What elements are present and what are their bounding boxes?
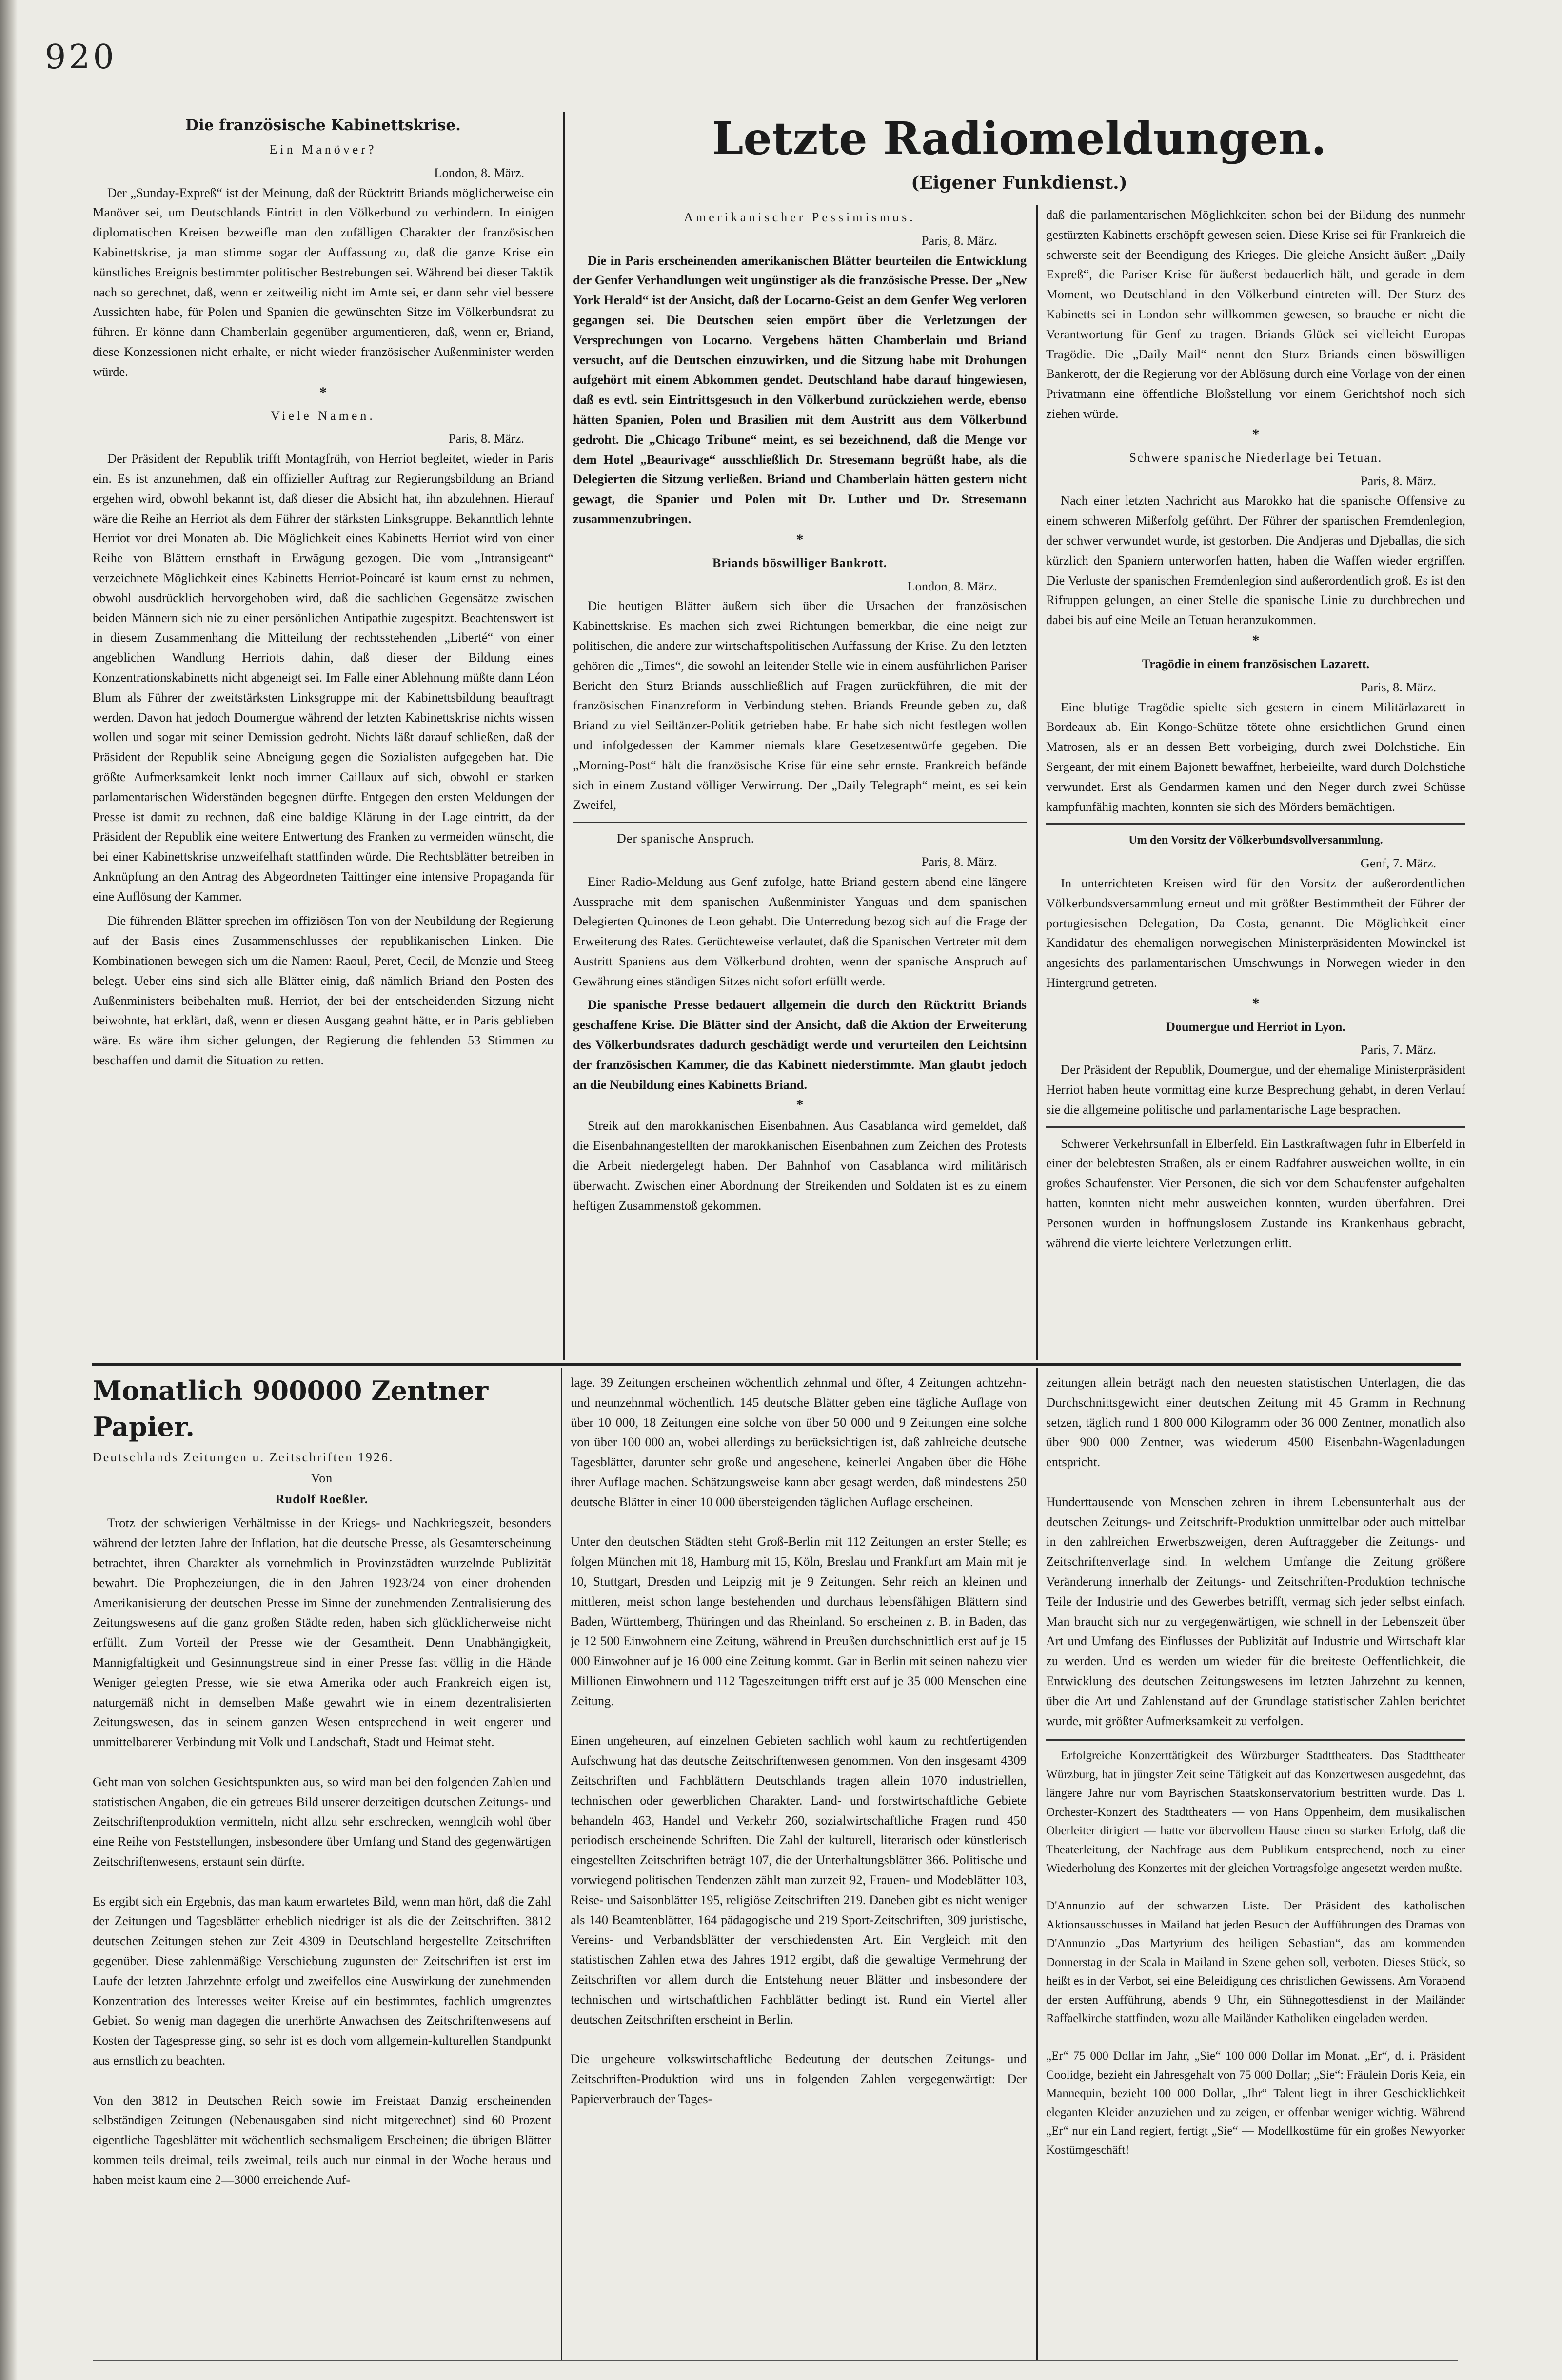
paragraph: Trotz der schwierigen Verhältnisse in der Kriegs- und Nachkriegszeit, besonders während der letzten Jahre der Inflation, hat die deutsche Presse, als Gesamterscheinung betrachtet, ihren Charakter als vornehmlich in Provinzstädten wurzelnde Publizität bewahrt. Die Prophezeiungen, die in den Jahren 1923/24 von einer drohenden Amerikanisierung der deutschen Presse im Sinne der zunehmenden Zentralisierung des Zeitungswesens auf die ganz großen Städte reden, haben sich glücklicherweise nicht erfüllt. Zum Vorteil der Presse wie der Gesamtheit. Denn Unabhängigkeit, Mannigfaltigkeit und Gesinnungstreue sind in einer Presse fast völlig in die Hände Weniger gelegten Presse, wie sie etwa Amerika oder auch Frankreich eigen ist, naturgemäß nicht in demselben Maße gewahrt wie in einem dezentralisierten Zeitungswesen, das in seinem ganzen Wesen entsprechend in weit engerer und unmittelbarerer Verbindung mit Volk und Landschaft, Stadt und Heimat steht. Geht man von solchen Gesichtspunkten aus, so wird man bei den folgenden Zahlen und statistischen Angaben, die ein getreues Bild unserer derzeitigen deutschen Zeitungs- und Zeitschriftenproduktion vermitteln, nicht allzu sehr erschrecken, wennglcih wohl über eine Reihe von Feststellungen, insbesondere über Umfang und Stand des gegenwärtigen Zeitschriftenwesens, erstaunt sein dürfte. Es ergibt sich ein Ergebnis, das man kaum erwartetes Bild, wenn man hört, daß die Zahl der Zeitungen und Tagesblätter erheblich niedriger ist als die der Zeitschriften. 3812 deutschen Zeitungen stehen zur Zeit 4309 in Deutschland hergestellte Zeitschriften gegenüber. Diese zahlenmäßige Verschiebung zugunsten der Zeitschriften ist erst im Laufe der letzten Jahrzehnte erfolgt und zweifellos eine Auswirkung der zunehmenden Konzentration des Interesses weiter Kreise auf ein bestimmtes, fachlich umgrenztes Gebiet. So wenig man dagegen die unerhörte Anwachsen des Zeitschriftenwesens auf Kosten der Tagespresse ging, so sehr ist es doch vom allgemein-kulturellen Standpunkt aus ernstlich zu beachten. Von den 3812 in Deutschen Reich sowie im Freistaat Danzig erscheinenden selbständigen Zeitungen (Nebenausgaben sind nicht mitgerechnet) sind 60 Prozent eigentliche Tagesblätter mit wöchentlich sechsmaligem Erscheinen; die übrigen Blätter kommen teils dreimal, teils zweimal, teils auch nur einmal in der Woche heraus und haben meist kaum eine 2—3000 erreichende Auf- bbox=[93, 1515, 551, 2187]
section-rule bbox=[92, 1363, 1461, 1366]
paragraph: Der Präsident der Republik, Doumergue, und der ehemalige Ministerpräsident Herriot haben heute vormittag eine kurze Besprechung gehabt, in deren Verlauf sie die allgemeine politische und parlamentarische Lage besprachen. bbox=[1046, 1062, 1465, 1117]
article-radio-col2 bbox=[573, 205, 1027, 1360]
paragraph: Die heutigen Blätter äußern sich über die Ursachen der französischen Kabinettskrise. Es machen sich zwei Richtungen bemerkbar, die eine neigt zur politischen, die andere zur wirtschaftspolitischen Auffassung der Krise. Zu den letzten gehören die „Times“, die sowohl an leitender Stelle wie in einem ausführlichen Pariser Bericht den Sturz Briands ausschließlich auf Fragen zurückführen, die mit der französischen Finanzreform in Verbindung stehen. Briands Freunde geben zu, daß Briand zu viel Seiltänzer-Politik getrieben habe. Er habe sich nicht festlegen wollen und infolgedessen der Kammer niemals klare Gesetzesentwürfe gegeben. Die „Morning-Post“ hält die französische Krise für eine sehr ernste. Frankreich befände sich in einem Zustand völliger Verwirrung. Der „Daily Telegraph“ meint, es sei kein Zweifel, bbox=[573, 598, 1027, 812]
page-bottom-rule bbox=[93, 2360, 1458, 2361]
paragraph: Streik auf den marokkanischen Eisenbahnen. Aus Casablanca wird gemeldet, daß die Eisenbahnangestellten der marokkanischen Eisenbahnen zum Zeichen des Protests die Arbeit niedergelegt haben. Der Bahnhof von Casablanca wird militärisch überwacht. Zwischen einer Abordnung der Streikenden und Soldaten ist es zu einem heftigen Zusammenstoß gekommen. bbox=[573, 1118, 1027, 1213]
column-rule-4 bbox=[1036, 1368, 1038, 2360]
section-star: * bbox=[1252, 995, 1260, 1011]
separator bbox=[573, 822, 1027, 823]
column-rule-2 bbox=[1036, 205, 1038, 1360]
section-star: * bbox=[1252, 632, 1260, 649]
paragraph: Nach einer letzten Nachricht aus Marokko hat die spanische Offensive zu einem schweren Mißerfolg geführt. Der Führer der spanischen Fremdenlegion, der schwer verwundet wurde, ist gestorben. Die Andjeras und Djeballas, die sich kürzlich den Spaniern unterworfen hatten, haben die Waffen wieder ergriffen. Die Verluste der spanischen Fremdenlegion sind außerordentlich groß. Es ist den Rifruppen gelungen, an einer Stelle die spanische Linie zu durchbrechen und dabei bis auf eine Meile an Tetuan heranzukommen. bbox=[1046, 493, 1465, 628]
article-paper-col3 bbox=[1046, 1373, 1465, 2358]
paragraph: Eine blutige Tragödie spielte sich gestern in einem Militärlazarett in Bordeaux ab. Ein Kongo-Schütze tötete ohne ersichtlichen Grund einen Matrosen, als er an dessen Bett vorbeiging, durch zwei Dolchstiche. Ein Sergeant, der mit einem Bajonett bewaffnet, herbeieilte, ward durch Dolchstiche verwundet. Erst als Gendarmen kamen und den Neger durch zwei Schüsse kampfunfähig machten, konnten sie sich des Mörders bemächtigen. bbox=[1046, 699, 1465, 814]
subhead-paper: Deutschlands Zeitungen u. Zeitschriften 1926. bbox=[93, 1450, 394, 1464]
headline-paper: Monatlich 900000 Zentner Papier. bbox=[93, 1375, 489, 1442]
page-number: 920 bbox=[45, 38, 117, 77]
dateline: London, 8. März. bbox=[434, 165, 524, 180]
paragraph: Der Präsident der Republik trifft Montagfrüh, von Herriot begleitet, wieder in Paris ein. Es ist anzunehmen, daß ein offizieller Auftrag zur Regierungsbildung an Briand ergehen wird, obwohl bekannt ist, daß dieser die Absicht hat, ihn abzulehnen. Hierauf wäre die Reihe an Herriot als dem Führer der stärksten Linksgruppe. Bekanntlich lehnte Herriot vor drei Monaten ab. Die Möglichkeit eines Kabinetts Herriot wird von einer Reihe von Blättern ernsthaft in Erwägung gezogen. Die vom „Intransigeant“ verzeichnete Möglichkeit eines Kabinetts Herriot-Poincaré ist kaum ernst zu nehmen, obwohl ausdrücklich hervorgehoben wird, daß die sachlichen Gegensätze zwischen beiden Männern sich nie zu einer persönlichen Antipathie zugespitzt. Beachtenswert ist in diesem Zusammenhang die Mitteilung der rechtsstehenden „Liberté“ von einer angeblichen Wandlung Herriots dahin, daß dieser der Bildung eines Konzentrationskabinetts nicht abgeneigt sei. Im Falle einer Ablehnung müßte dann Léon Blum als Führer der zweitstärksten Linksgruppe mit der Kabinettsbildung beauftragt werden. Davon hat jedoch Doumergue während der letzten Kabinettskrise nichts wissen wollen und sogar mit seiner Demission gedroht. Nichts läßt darauf schließen, daß der Präsident der Republik seine Abneigung gegen die Sozialisten aufgegeben hat. Die größte Aufmerksamkeit lenkt noch immer Caillaux auf sich, obwohl er starken parlamentarischen Widerständen begegnen dürfte. Entgegen den ersten Meldungen der Presse ist damit zu rechnen, daß eine baldige Klärung in der Lage eintritt, da der Präsident der Republik eine weitere Entwertung des Franken zu vermeiden wünscht, die bei einer Kabinettskrise unzweifelhaft stattfinden würde. Die Rechtsblätter betreiben in Anknüpfung an den Antrag des Abgeordneten Taittinger eine intensive Propaganda für eine Auflösung der Kammer. bbox=[93, 451, 554, 904]
column-rule-3 bbox=[561, 1368, 562, 2360]
section-star: * bbox=[796, 531, 804, 548]
paragraph: lage. 39 Zeitungen erscheinen wöchentlich zehnmal und öfter, 4 Zeitungen achtzehn- und neunzehnmal wöchentlich. 145 deutsche Blätter geben eine tägliche Auflage von über 10 000, 18 Zeitungen eine solche von über 50 000 und 9 Zeitungen eine solche von über 100 000 an, wobei allerdings zu berücksichtigen ist, daß zahlreiche deutsche Tagesblätter, darunter sehr große und angesehene, keinerlei Angaben über die Höhe ihrer Auflage machen. Schätzungsweise kann aber gesagt werden, daß mindestens 250 deutsche Blätter in einer 10 000 übersteigenden täglichen Auflage erscheinen. Unter den deutschen Städten steht Groß-Berlin mit 112 Zeitungen an erster Stelle; es folgen München mit 18, Hamburg mit 15, Köln, Breslau und Frankfurt am Main mit je 10, Stuttgart, Dresden und Leipzig mit je 9 Zeitungen. Sehr reich an kleinen und mittleren, meist schon lange bestehenden und durchaus lebensfähigen Blättern sind Baden, Württemberg, Thüringen und das Rheinland. So erscheinen z. B. in Baden, das je 12 500 Einwohnern eine Zeitung, während in Preußen durchschnittlich erst auf je 15 000 Einwohner auf je 16 000 eine Zeitung kommt. Gar in Berlin mit seinen nahezu vier Millionen Einwohnern und 112 Tageszeitungen trifft erst auf je 35 000 Menschen eine Zeitung. Einen ungeheuren, auf einzelnen Gebieten sachlich wohl kaum zu rechtfertigenden Aufschwung hat das deutsche Zeitschriftenwesen genommen. Von den insgesamt 4309 Zeitschriften und Fachblättern Deutschlands tragen allein 1070 industriellen, technischen oder gewerblichen Charakter. Land- und forstwirtschaftliche Gebiete behandeln 463, Handel und Verkehr 260, sozialwirtschaftliche Fragen rund 450 periodisch erscheinende Schriften. Die Zahl der kulturell, literarisch oder künstlerisch eingestellten Zeitschriften beträgt 107, die der Unterhaltungsblätter 366. Politische und vorwiegend politischen Tendenzen zählt man zurzeit 92, Frauen- und Modeblätter 103, Reise- und Saisonblätter 195, religiöse Zeitschriften 219. Daneben gibt es nicht weniger als 140 Beamtenblätter, 164 pädagogische und 219 Sport-Zeitschriften, 309 juristische, Vereins- und Verbandsblätter der verschiedensten Art. Ein Vergleich mit den statistischen Zahlen etwa des Jahres 1912 ergibt, daß die gewaltige Vermehrung der Zeitschriften vor allem durch die Entstehung neuer Blätter und insbesondere der technischen und wirtschaftlichen Fachblätter bedingt ist. Rund ein Viertel aller deutschen Zeitschriften erscheint in Berlin. Die ungeheure volkswirtschaftliche Bedeutung der deutschen Zeitungs- und Zeitschriften-Produktion wird uns in folgenden Zahlen vergegenwärtigt: Der Papierverbrauch der Tages- bbox=[571, 1375, 1027, 2106]
paragraph: Die in Paris erscheinenden amerikanischen Blätter beurteilen die Entwicklung der Genfer Verhandlungen weit ungünstiger als die französische Presse. Der „New York Herald“ ist der Ansicht, daß der Locarno-Geist an dem Genfer Weg verloren gegangen sei. Die Deutschen seien empört über die Verletzungen der Versprechungen von Locarno. Vergebens hätten Chamberlain und Briand versucht, auf die Deutschen einzuwirken, und die Sitzung habe mit Drohungen aufgehört mit einem Abkommen gendet. Deutschland habe darauf hingewiesen, daß es evtl. sein Eintrittsgesuch in den Völkerbund zurückziehen werde, ebenso hätten Spanien, Polen und Brasilien mit dem Austritt aus dem Völkerbund gedroht. Die „Chicago Tribune“ meint, es sei bezeichnend, daß die Menge vor dem Hotel „Beaurivage“ ausschließlich Dr. Stresemann begrüßt habe, als die Delegierten die Sitzung verließen. Briand und Chamberlain hätten gestern nicht gewagt, die Spanier und Polen mit Dr. Luther und Dr. Stresemann zusammenzubringen. bbox=[573, 253, 1027, 526]
article-radio-col3 bbox=[1046, 205, 1465, 1360]
subhead-doumergue-herriot: Doumergue und Herriot in Lyon. bbox=[1166, 1019, 1345, 1034]
subhead-briands-bankrott: Briands böswilliger Bankrott. bbox=[712, 555, 888, 570]
article-paper-col2 bbox=[571, 1373, 1027, 2358]
dateline: Paris, 8. März. bbox=[1360, 679, 1436, 694]
dateline: Paris, 8. März. bbox=[921, 233, 997, 248]
subhead-funkdienst: (Eigener Funkdienst.) bbox=[911, 173, 1127, 193]
byline-von: Von bbox=[311, 1471, 333, 1485]
notes-column: Erfolgreiche Konzerttätigkeit des Würzburger Stadttheaters. Das Stadttheater Würzburg, hat in jüngster Zeit seine Tätigkeit auf das Konzertwesen ausgedehnt, das längere Jahre nur vom Bayrischen Staatskonservatorium bestritten wurde. Das 1. Orchester-Konzert des Stadttheaters — von Hans Oppenheim, dem musikalischen Oberleiter dirigiert — hatte vor übervollem Hause einen so starken Erfolg, daß die Theaterleitung, der Nachfrage aus dem Publikum entsprechend, noch zu einer Wiederholung des Konzertes mit der gleichen Vortragsfolge angesetzt werden mußte. D'Annunzio auf der schwarzen Liste. Der Präsident des katholischen Aktionsausschusses in Mailand hat jeden Besuch der Aufführungen des Dramas von D'Annunzio „Das Martyrium des heiligen Sebastian“, das am kommenden Donnerstag in der Scala in Mailand in Szene gehen soll, verboten. Dieses Stück, so heißt es in der Verbot, sei eine Beleidigung des christlichen Gewissens. Am Vorabend der ersten Aufführung, abends 9 Uhr, ein Sühnegottesdienst in der Mailänder Raffaelkirche stattfinden, wozu alle Mailänder Katholiken eingeladen werden. „Er“ 75 000 Dollar im Jahr, „Sie“ 100 000 Dollar im Monat. „Er“, d. i. Präsident Coolidge, bezieht ein Jahresgehalt von 75 000 Dollar; „Sie“: Fräulein Doris Keia, ein Mannequin, bezieht 100 000 Dollar, „Ihr“ Talent liegt in ihrer Geschicklichkeit eleganten Kleider anzuziehen und zu zeigen, er offenbar weniger wichtig. Während „Er“ nur ein Land regiert, fertigt „Sie“ — Modellkostüme für ein großes Newyorker Kostümgeschäft! bbox=[1046, 1749, 1465, 2157]
dateline: Paris, 8. März. bbox=[1360, 473, 1436, 488]
paragraph: Die spanische Presse bedauert allgemein die durch den Rücktritt Briands geschaffene Krise. Die Blätter sind der Ansicht, daß die Aktion der Erweiterung des Völkerbundsrates dadurch geschädigt werde und verurteilen den Leichtsinn der französischen Kammer, die das Kabinett niederstimmte. Man glaubt jedoch an die Neubildung eines Kabinetts Briand. bbox=[573, 997, 1027, 1092]
column-rule-1 bbox=[563, 112, 565, 1360]
subhead-amerikanischer-pessimismus: Amerikanischer Pessimismus. bbox=[684, 210, 916, 224]
dateline: Paris, 8. März. bbox=[448, 431, 524, 446]
paragraph: In unterrichteten Kreisen wird für den Vorsitz der außerordentlichen Völkerbundsversammlung erneut und mit größter Bestimmtheit der Führer der portugiesischen Delegation, Da Costa, genannt. Die Möglichkeit einer Kandidatur des ehemaligen norwegischen Ministerpräsidenten Mowinckel ist angesichts des parlamentarischen Umschwungs in Norwegen wieder in den Hintergrund getreten. bbox=[1046, 875, 1465, 990]
page-edge bbox=[0, 0, 18, 2380]
paragraph: zeitungen allein beträgt nach den neuesten statistischen Unterlagen, die das Durchschnittsgewicht einer deutschen Zeitung mit 45 Gramm in Rechnung setzen, täglich rund 1 800 000 Kilogramm oder 36 000 Zentner, monatlich also über 900 000 Zentner, was wiederum 4500 Eisenbahn-Wagenladungen entspricht. Hunderttausende von Menschen zehren in ihrem Lebensunterhalt aus der deutschen Zeitungs- und Zeitschrift-Produktion unmittelbar oder auch mittelbar in den zahlreichen Erwerbszweigen, deren Auftraggeber die Zeitungs- und Zeitschriftenverlage sind. In welchem Umfange die Zeitung größere Veränderung innerhalb der Zeitungs- und Zeitschriften-Produktion technische Teile der Industrie und des Gewerbes betrifft, vermag sich jeder selbst einfach. Man braucht sich nur zu vergegenwärtigen, wie schnell in der Lebenszeit über Art und Umfang des Einflusses der Publizität auf Industrie und Wirtschaft klar zu werden. Und es werden um wieder für die breiteste Oeffentlichkeit, die Entwicklung des deutschen Zeitungswesens im letzten Jahrzehnt zu kennen, über die Art und Zahlenstand auf der Grundlage statistischer Zahlen berichtet wurde, mit größter Aufmerksamkeit zu verfolgen. bbox=[1046, 1375, 1465, 1728]
separator bbox=[1046, 1739, 1465, 1741]
headline-french-crisis: Die französische Kabinettskrise. bbox=[185, 117, 461, 134]
paragraph: daß die parlamentarischen Möglichkeiten schon bei der Bildung des nunmehr gestürzten Kabinetts erschöpft gewesen seien. Diese Krise sei für Frankreich die schwerste seit der Beendigung des Krieges. Die gleiche Ansicht äußert „Daily Expreß“, die Pariser Krise für äußerst bedauerlich hält, und gerade in dem Moment, wo Deutschland in den Völkerbund eintreten will. Der Sturz des Kabinetts sei in London sehr willkommen gewesen, so brauche er nicht die Verantwortung für Genf zu tragen. Briands Glück sei vielleicht Europas Tragödie. Die „Daily Mail“ nennt den Sturz Briands einen böswilligen Bankerott, der die Regierung vor der Ablösung durch eine Vorlage von der einen Privatmann eine öffentliche Bloßstellung vor einem Gerichtshof noch sich ziehen würde. bbox=[1046, 207, 1465, 421]
headline-radio: Letzte Radiomeldungen. bbox=[712, 112, 1327, 165]
subhead-tragoedie-lazarett: Tragödie in einem französischen Lazarett. bbox=[1142, 656, 1370, 671]
dateline: London, 8. März. bbox=[907, 578, 997, 593]
subhead-spanische-niederlage: Schwere spanische Niederlage bei Tetuan. bbox=[1129, 450, 1383, 465]
paragraph: Die führenden Blätter sprechen im offiziösen Ton von der Neubildung der Regierung auf der Basis eines Zusammenschlusses der republikanischen Linken. Die Kombinationen bewegen sich um die Namen: Raoul, Peret, Cecil, de Monzie und Steeg belegt. Ueber eins sind sich alle Blätter einig, daß nämlich Briand den Posten des Außenministers beibehalten muß. Herriot, der bei der entscheidenden Sitzung nicht beiwohnte, hat erklärt, daß, wenn er diesen Ausgang geahnt hätte, er in Paris geblieben wäre. Es wäre ihm sicher gelungen, der Regierung die fehlenden 53 Stimmen zu beschaffen und damit die Situation zu retten. bbox=[93, 913, 554, 1068]
separator bbox=[1046, 823, 1465, 825]
dateline: Genf, 7. März. bbox=[1360, 856, 1436, 871]
dateline: Paris, 8. März. bbox=[921, 854, 997, 869]
paragraph: Der „Sunday-Expreß“ ist der Meinung, daß der Rücktritt Briands möglicherweise ein Manöver sei, um Deutschlands Eintritt in den Völkerbund zu verhindern. In einigen diplomatischen Kreisen bezweifle man den zufälligen Charakter der französischen Kabinettskrise, ja man stimme sogar der Auffassung zu, daß die ganze Krise ein künstliches Ereignis bestimmter politischer Bestrebungen sei. Während bei dieser Taktik nach so gerechnet, daß, wenn er zeitweilig nicht im Amte sei, er dann sehr viel bessere Aussichten habe, für Polen und Spanien die gewünschten Sitze im Völkerbundsrat zu führen. Er könne dann Chamberlain gegenüber argumentieren, daß, wenn er, Briand, diese Konzessionen nicht erhalte, er nicht wieder französischer Außenminister werden würde. bbox=[93, 185, 554, 379]
paragraph: Einer Radio-Meldung aus Genf zufolge, hatte Briand gestern abend eine längere Aussprache mit dem spanischen Außenminister Yanguas und dem spanischen Delegierten Quinones de Leon gehabt. Die Unterredung bezog sich auf die Frage der Erweiterung des Rates. Gerüchteweise verlautet, daß die Spanischen Vertreter mit dem Austritt Spaniens aus dem Völkerbund drohten, wenn der spanische Anspruch auf Gewährung eines ständigen Sitzes nicht sofort erfüllt werde. bbox=[573, 874, 1027, 988]
separator bbox=[1046, 1126, 1465, 1128]
dateline: Paris, 7. März. bbox=[1360, 1042, 1436, 1057]
section-star: * bbox=[796, 1097, 804, 1113]
subhead-voelkerbund-vorsitz: Um den Vorsitz der Völkerbundsvollversammlung. bbox=[1128, 834, 1383, 847]
byline-author: Rudolf Roeßler. bbox=[275, 1492, 369, 1506]
paragraph: Schwerer Verkehrsunfall in Elberfeld. Ein Lastkraftwagen fuhr in Elberfeld in einer der belebtesten Straßen, als er einem Radfahrer ausweichen wollte, in ein großes Schaufenster. Vier Personen, die sich vor dem Schaufenster aufgehalten hatten, konnten nicht mehr ausweichen konnten, wurden überfahren. Drei Personen wurden in hoffnungslosem Zustande ins Krankenhaus gebracht, während die vierte leichtere Verletzungen erlitt. bbox=[1046, 1136, 1465, 1250]
article-paper-col1 bbox=[93, 1373, 551, 2358]
section-star: * bbox=[319, 384, 327, 400]
subhead-manoever: Ein Manöver? bbox=[269, 142, 377, 157]
subhead-viele-namen: Viele Namen. bbox=[271, 408, 376, 423]
article-french-crisis bbox=[93, 110, 554, 1360]
subhead-spanischer-anspruch: Der spanische Anspruch. bbox=[617, 831, 755, 846]
section-star: * bbox=[1252, 426, 1260, 442]
